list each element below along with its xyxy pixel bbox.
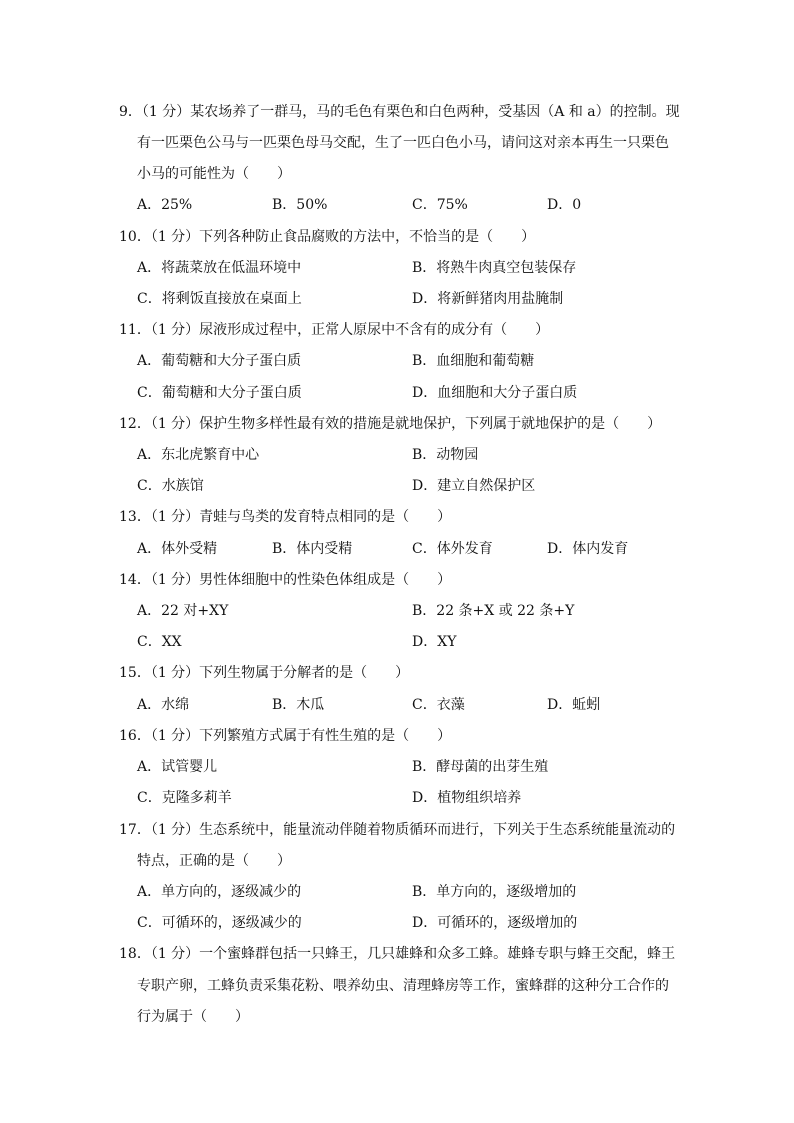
question-stem-line: 10．（1 分）下列各种防止食品腐败的方法中，不恰当的是（ ） bbox=[119, 229, 536, 245]
question-stem-line: 9．（1 分）某农场养了一群马，马的毛色有栗色和白色两种，受基因（A 和 a）的控制。现 bbox=[119, 104, 680, 120]
option-a[interactable]: A．将蔬菜放在低温环境中 bbox=[137, 260, 302, 276]
option-d[interactable]: D．可循环的，逐级增加的 bbox=[412, 915, 578, 931]
option-b[interactable]: B．体内受精 bbox=[272, 541, 353, 557]
option-b[interactable]: B．动物园 bbox=[412, 447, 479, 463]
question-stem-line: 15．（1 分）下列生物属于分解者的是（ ） bbox=[119, 665, 410, 681]
option-a[interactable]: A．22 对+XY bbox=[137, 603, 229, 619]
option-d[interactable]: D．建立自然保护区 bbox=[412, 478, 536, 494]
option-d[interactable]: D．0 bbox=[547, 197, 582, 213]
question-stem-line: 18．（1 分）一个蜜蜂群包括一只蜂王，几只雄蜂和众多工蜂。雄蜂专职与蜂王交配，蜂王 bbox=[119, 946, 676, 962]
question-stem-line: 特点，正确的是（ ） bbox=[137, 853, 291, 869]
option-c[interactable]: C．75% bbox=[412, 197, 468, 213]
question-stem-line: 16．（1 分）下列繁殖方式属于有性生殖的是（ ） bbox=[119, 728, 452, 744]
question-stem-line: 12．（1 分）保护生物多样性最有效的措施是就地保护，下列属于就地保护的是（ ） bbox=[119, 416, 662, 432]
option-a[interactable]: A．东北虎繁育中心 bbox=[137, 447, 260, 463]
option-b[interactable]: B．将熟牛肉真空包装保存 bbox=[412, 260, 577, 276]
option-d[interactable]: D．血细胞和大分子蛋白质 bbox=[412, 385, 578, 401]
option-a[interactable]: A．体外受精 bbox=[137, 541, 218, 557]
option-b[interactable]: B．50% bbox=[272, 197, 328, 213]
option-c[interactable]: C．可循环的，逐级减少的 bbox=[137, 915, 302, 931]
question-stem-line: 小马的可能性为（ ） bbox=[137, 166, 291, 182]
question-stem-line: 11．（1 分）尿液形成过程中，正常人原尿中不含有的成分有（ ） bbox=[119, 322, 550, 338]
option-d[interactable]: D．植物组织培养 bbox=[412, 790, 522, 806]
option-b[interactable]: B．血细胞和葡萄糖 bbox=[412, 353, 535, 369]
option-b[interactable]: B．单方向的，逐级增加的 bbox=[412, 884, 577, 900]
option-c[interactable]: C．衣藻 bbox=[412, 697, 465, 713]
option-b[interactable]: B．木瓜 bbox=[272, 697, 325, 713]
option-d[interactable]: D．蚯蚓 bbox=[547, 697, 601, 713]
option-c[interactable]: C．将剩饭直接放在桌面上 bbox=[137, 291, 302, 307]
question-stem-line: 17．（1 分）生态系统中，能量流动伴随着物质循环而进行，下列关于生态系统能量流动的 bbox=[119, 822, 676, 838]
option-c[interactable]: C．克隆多莉羊 bbox=[137, 790, 232, 806]
option-c[interactable]: C．体外发育 bbox=[412, 541, 493, 557]
option-d[interactable]: D．体内发育 bbox=[547, 541, 629, 557]
option-a[interactable]: A．葡萄糖和大分子蛋白质 bbox=[137, 353, 302, 369]
option-a[interactable]: A．水绵 bbox=[137, 697, 190, 713]
question-stem-line: 行为属于（ ） bbox=[137, 1009, 249, 1025]
option-d[interactable]: D．将新鲜猪肉用盐腌制 bbox=[412, 291, 564, 307]
question-stem-line: 13．（1 分）青蛙与鸟类的发育特点相同的是（ ） bbox=[119, 509, 452, 525]
option-c[interactable]: C．葡萄糖和大分子蛋白质 bbox=[137, 385, 302, 401]
option-a[interactable]: A．单方向的，逐级减少的 bbox=[137, 884, 302, 900]
option-c[interactable]: C．XX bbox=[137, 634, 182, 650]
option-a[interactable]: A．25% bbox=[137, 197, 193, 213]
option-b[interactable]: B．酵母菌的出芽生殖 bbox=[412, 759, 549, 775]
option-d[interactable]: D．XY bbox=[412, 634, 457, 650]
option-c[interactable]: C．水族馆 bbox=[137, 478, 204, 494]
question-stem-line: 有一匹栗色公马与一匹栗色母马交配，生了一匹白色小马，请问这对亲本再生一只栗色 bbox=[137, 135, 669, 151]
question-stem-line: 14．（1 分）男性体细胞中的性染色体组成是（ ） bbox=[119, 572, 452, 588]
question-stem-line: 专职产卵，工蜂负责采集花粉、喂养幼虫、清理蜂房等工作，蜜蜂群的这种分工合作的 bbox=[137, 978, 669, 994]
option-a[interactable]: A．试管婴儿 bbox=[137, 759, 218, 775]
option-b[interactable]: B．22 条+X 或 22 条+Y bbox=[412, 603, 575, 619]
